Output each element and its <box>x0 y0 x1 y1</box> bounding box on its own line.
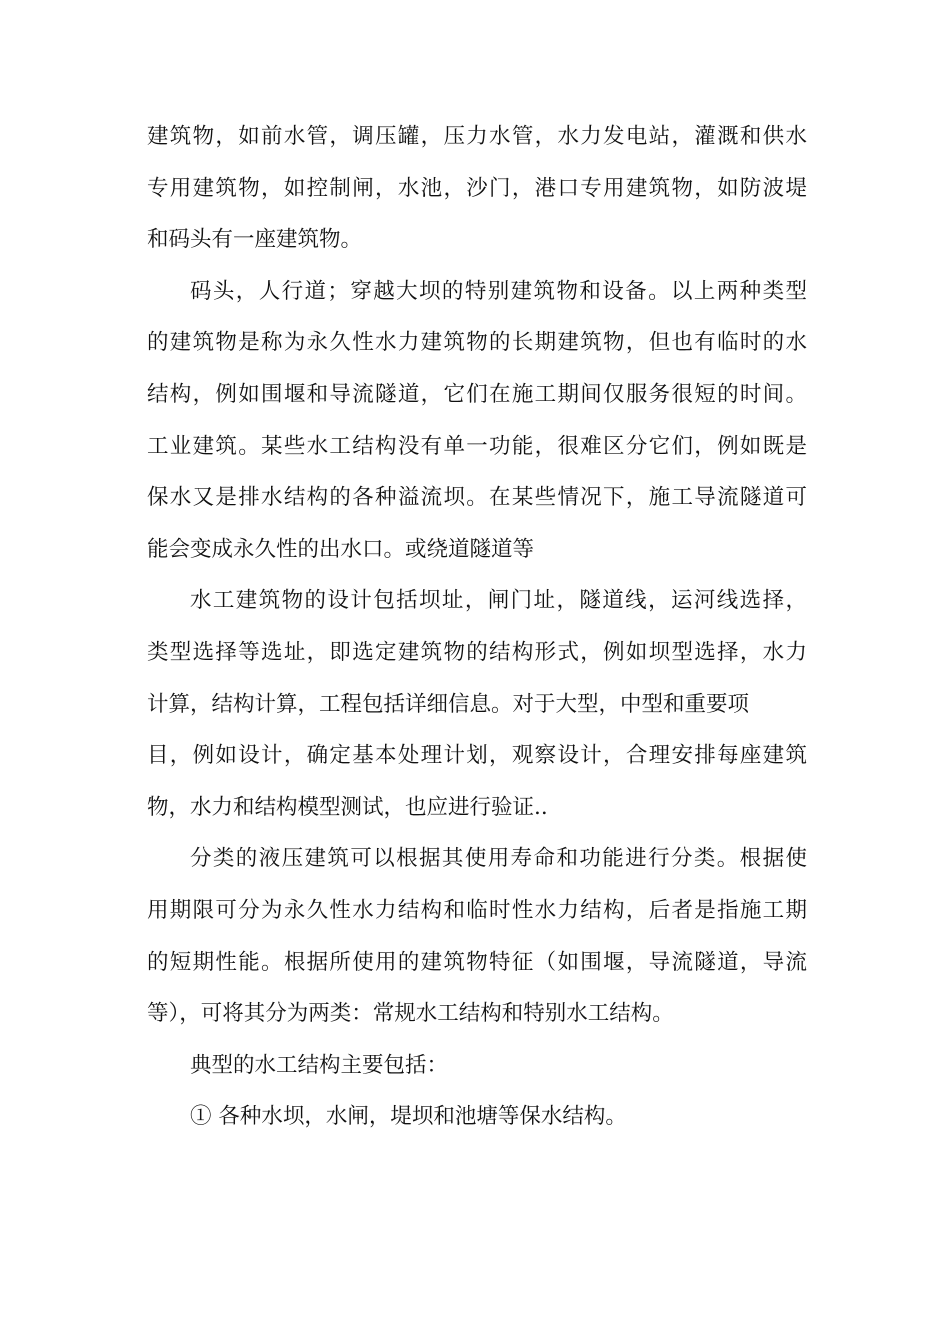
text-line: 的建筑物是称为永久性水力建筑物的长期建筑物，但也有临时的水 <box>147 330 807 356</box>
text-line: 目，例如设计，确定基本处理计划，观察设计，合理安排每座建筑 <box>147 743 807 769</box>
text-line: 专用建筑物，如控制闸，水池，沙门，港口专用建筑物，如防波堤 <box>147 175 807 201</box>
text-line: 物，水力和结构模型测试，也应进行验证.. <box>147 794 548 820</box>
text-line: 分类的液压建筑可以根据其使用寿命和功能进行分类。根据使 <box>190 846 807 872</box>
text-line: 结构，例如围堰和导流隧道，它们在施工期间仅服务很短的时间。 <box>147 381 807 407</box>
text-line: 用期限可分为永久性水力结构和临时性水力结构，后者是指施工期 <box>147 897 807 923</box>
text-line: 建筑物，如前水管，调压罐，压力水管，水力发电站，灌溉和供水 <box>147 124 807 149</box>
text-line: 类型选择等选址，即选定建筑物的结构形式，例如坝型选择，水力 <box>147 639 807 665</box>
text-line: 计算，结构计算，工程包括详细信息。对于大型，中型和重要项 <box>147 691 750 717</box>
text-line: ① 各种水坝，水闸，堤坝和池塘等保水结构。 <box>190 1104 627 1130</box>
text-line: 保水又是排水结构的各种溢流坝。在某些情况下，施工导流隧道可 <box>147 485 807 511</box>
text-line: 和码头有一座建筑物。 <box>147 227 363 253</box>
text-line: 水工建筑物的设计包括坝址，闸门址，隧道线，运河线选择， <box>190 588 807 614</box>
text-line: 能会变成永久性的出水口。或绕道隧道等 <box>147 536 535 562</box>
text-line: 工业建筑。某些水工结构没有单一功能，很难区分它们，例如既是 <box>147 433 807 459</box>
text-line: 码头，人行道；穿越大坝的特别建筑物和设备。以上两种类型 <box>190 278 807 304</box>
body-text <box>147 111 807 1143</box>
text-line: 典型的水工结构主要包括： <box>190 1052 449 1078</box>
text-line: 的短期性能。根据所使用的建筑物特征（如围堰，导流隧道，导流 <box>147 949 807 975</box>
text-line: 等），可将其分为两类：常规水工结构和特别水工结构。 <box>147 1001 674 1027</box>
